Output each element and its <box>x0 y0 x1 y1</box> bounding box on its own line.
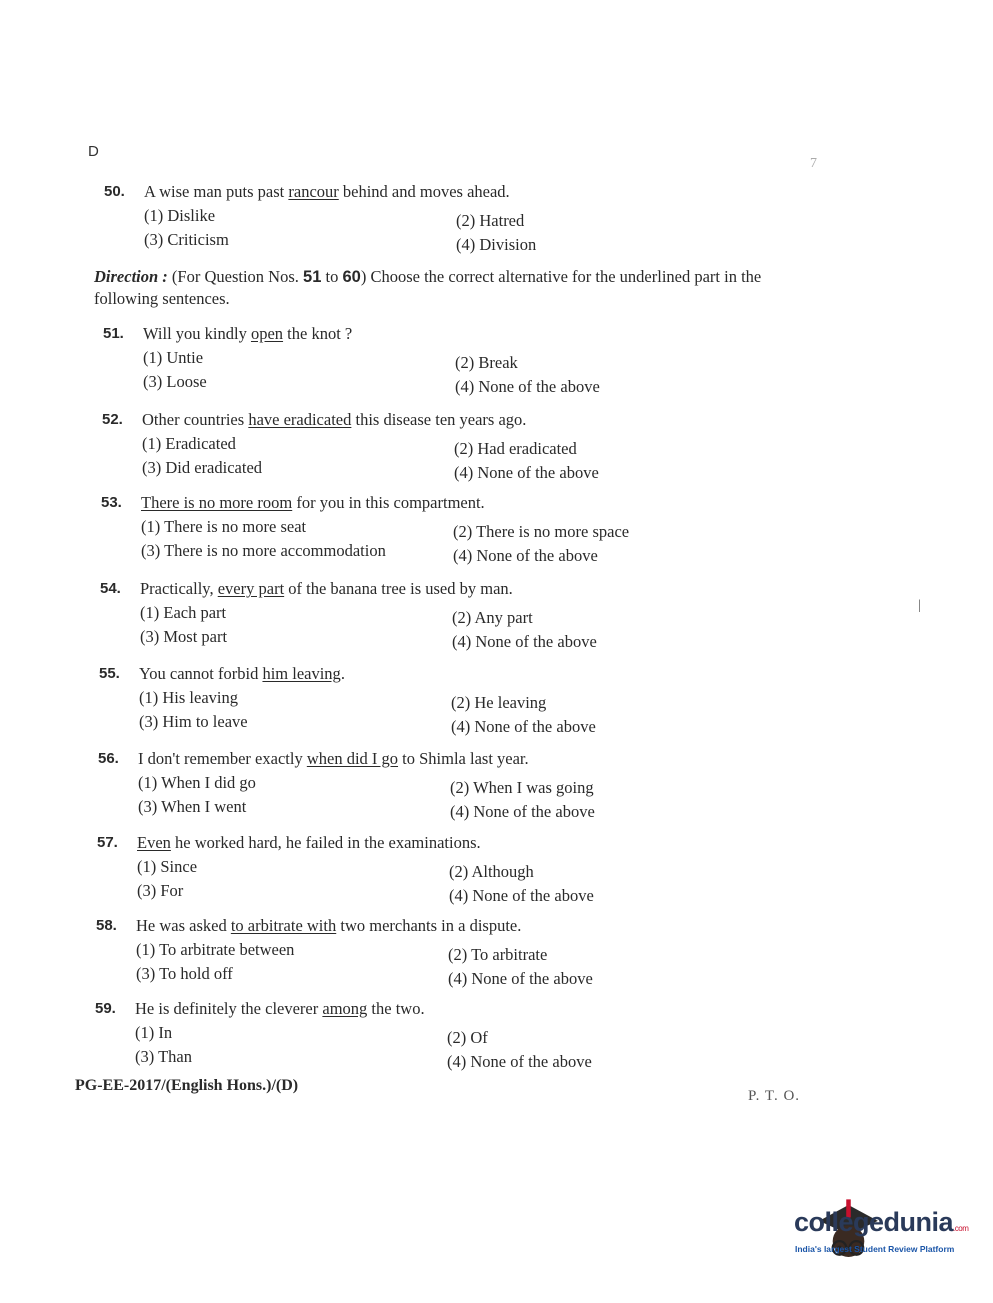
option-2: (2) Although <box>449 862 534 881</box>
option-4: (4) None of the above <box>448 969 593 988</box>
question-stem: There is no more room for you in this compartment. <box>141 493 485 512</box>
question-number: 59. <box>95 1000 116 1017</box>
stray-mark: | <box>918 598 921 613</box>
option-3: (3) Than <box>135 1047 192 1066</box>
direction-label: Direction : <box>94 267 168 286</box>
underlined-phrase: every part <box>217 579 285 598</box>
option-2: (2) Had eradicated <box>454 439 577 458</box>
option-4: (4) None of the above <box>453 546 598 565</box>
option-1: (1) Since <box>137 857 198 876</box>
question-53 <box>101 491 801 571</box>
option-3: (3) Loose <box>143 372 207 391</box>
option-3: (3) Most part <box>140 627 228 646</box>
question-stem: He was asked to arbitrate with two merchants in a dispute. <box>136 916 522 935</box>
question-55 <box>99 662 799 742</box>
question-59 <box>95 997 795 1077</box>
question-57 <box>97 831 797 911</box>
question-stem: Even he worked hard, he failed in the examinations. <box>137 833 481 852</box>
question-stem: Other countries have eradicated this disease ten years ago. <box>142 410 527 429</box>
question-58 <box>96 914 796 994</box>
option-1: (1) When I did go <box>138 773 256 792</box>
question-stem: I don't remember exactly when did I go to Shimla last year. <box>138 749 529 768</box>
option-3: (3) Did eradicated <box>142 458 263 477</box>
option-1: (1) To arbitrate between <box>136 940 295 959</box>
option-4: (4) None of the above <box>454 463 599 482</box>
question-stem: Practically, every part of the banana tree is used by man. <box>140 579 513 598</box>
option-1: (1) Each part <box>140 603 227 622</box>
option-4: (4) None of the above <box>449 886 594 905</box>
underlined-phrase: open <box>250 324 284 343</box>
question-number: 54. <box>100 580 121 597</box>
option-4: (4) None of the above <box>451 717 596 736</box>
question-number: 52. <box>102 411 123 428</box>
question-stem: A wise man puts past rancour behind and moves ahead. <box>144 182 510 201</box>
option-4: (4) None of the above <box>447 1052 592 1071</box>
option-1: (1) Untie <box>143 348 204 367</box>
question-number: 55. <box>99 665 120 682</box>
page-number: 7 <box>810 156 817 171</box>
paper-code: PG-EE-2017/(English Hons.)/(D) <box>75 1077 299 1094</box>
question-stem: You cannot forbid him leaving. <box>139 664 345 683</box>
pto-label: P. T. O. <box>748 1088 801 1104</box>
underlined-phrase: among <box>322 999 368 1018</box>
underlined-phrase: There is no more room <box>141 493 293 512</box>
question-52 <box>102 408 802 488</box>
option-2: (2) There is no more space <box>453 522 630 541</box>
option-3: (3) Him to leave <box>139 712 248 731</box>
option-2: (2) Of <box>447 1028 488 1047</box>
option-2: (2) Any part <box>452 608 533 627</box>
option-4: (4) None of the above <box>455 377 600 396</box>
option-2: (2) To arbitrate <box>448 945 548 964</box>
underlined-phrase: Even <box>137 833 171 852</box>
question-number: 56. <box>98 750 119 767</box>
question-number: 51. <box>103 325 124 342</box>
option-2: (2) He leaving <box>451 693 547 712</box>
option-2: (2) When I was going <box>450 778 594 797</box>
question-number: 57. <box>97 834 118 851</box>
option-3: (3) There is no more accommodation <box>141 541 386 560</box>
direction-text: Direction : (For Question Nos. 51 to 60) Choose the correct alternative for the underlined part in the following sentences. <box>94 267 762 308</box>
option-3: (3) When I went <box>138 797 247 816</box>
option-3: (3) Criticism <box>144 230 229 249</box>
underlined-phrase: to arbitrate with <box>230 916 337 935</box>
option-1: (1) His leaving <box>139 688 238 707</box>
option-2: (2) Hatred <box>456 211 525 230</box>
option-4: (4) None of the above <box>450 802 595 821</box>
option-2: (2) Break <box>455 353 518 372</box>
underlined-phrase: have eradicated <box>248 410 352 429</box>
question-56 <box>98 747 798 827</box>
underlined-phrase: when did I go <box>306 749 399 768</box>
underlined-phrase: rancour <box>288 182 339 201</box>
option-4: (4) None of the above <box>452 632 597 651</box>
question-stem: Will you kindly open the knot ? <box>143 324 353 343</box>
question-number: 53. <box>101 494 122 511</box>
option-1: (1) In <box>135 1023 173 1042</box>
question-number: 58. <box>96 917 117 934</box>
question-50 <box>104 180 804 260</box>
option-4: (4) Division <box>456 235 537 254</box>
collegedunia-tagline: India's largest Student Review Platform <box>795 1244 955 1254</box>
question-number: 50. <box>104 183 125 200</box>
option-1: (1) Eradicated <box>142 434 236 453</box>
question-stem: He is definitely the cleverer among the two. <box>135 999 425 1018</box>
option-1: (1) There is no more seat <box>141 517 307 536</box>
question-51 <box>103 322 803 402</box>
collegedunia-logo-text: collegedunia.com <box>794 1207 969 1237</box>
option-3: (3) To hold off <box>136 964 233 983</box>
question-54 <box>100 577 800 657</box>
option-3: (3) For <box>137 881 184 900</box>
underlined-phrase: him leaving <box>262 664 341 683</box>
option-1: (1) Dislike <box>144 206 216 225</box>
series-label: D <box>88 143 99 160</box>
